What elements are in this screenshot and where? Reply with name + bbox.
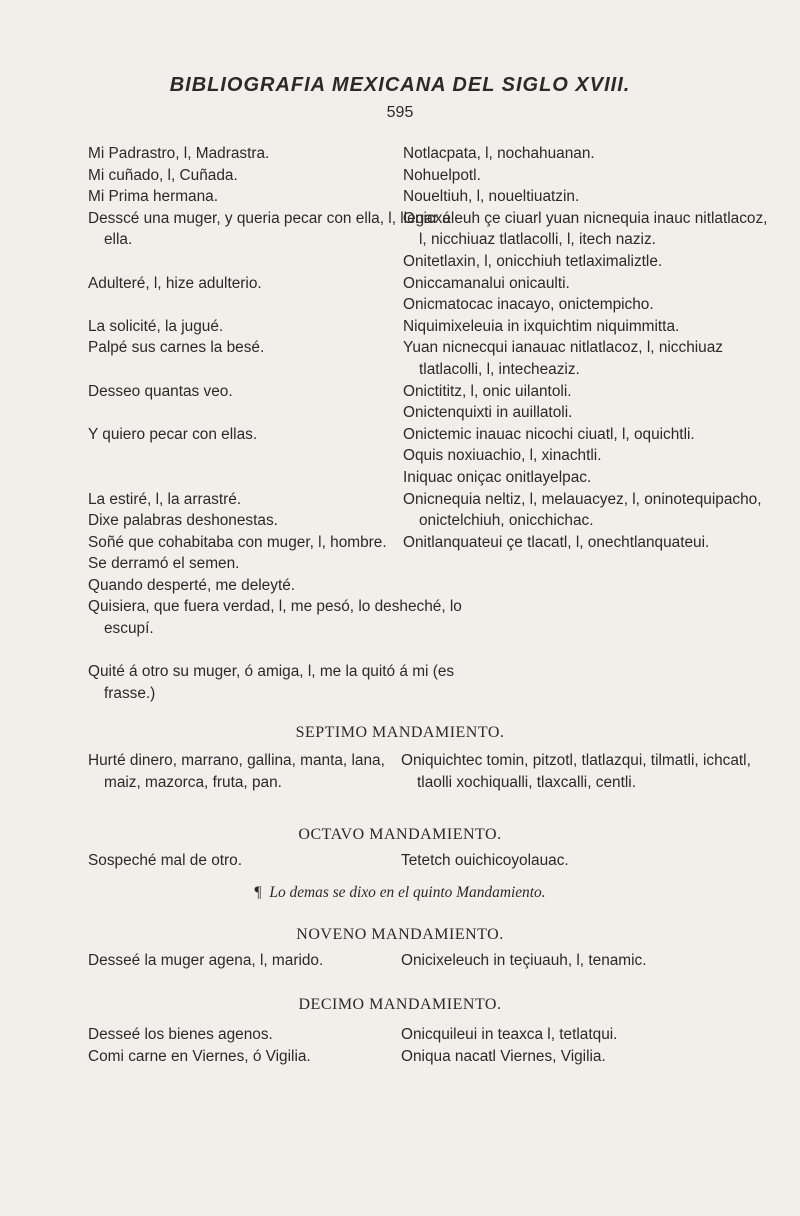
right-entry: Yuan nicnecqui ianauac nitlatlacoz, l, nicchiuaz tlatlacolli, l, intecheaziz. (403, 339, 723, 378)
right-entry: Onicnequia neltiz, l, melauacyez, l, oninotequipacho, onictelchiuh, onicchichac. (403, 490, 762, 530)
left-entry: Se derramó el semen. (88, 555, 240, 573)
right-entry: Niquimixeleuia in ixquichtim niquimmitta. (403, 317, 680, 335)
section-left-line: Desseé los bienes agenos. (88, 1026, 273, 1043)
section-right-text: Oniquichtec tomin, pitzotl, tlatlazqui, tilmatli, ichcatl, tlaolli xochiqualli, tlaxcalli, centli. (401, 752, 751, 791)
left-entry: Adulteré, l, hize adulterio. (88, 274, 262, 292)
right-entry: Noueltiuh, l, noueltiuatzin. (403, 188, 580, 206)
pilcrow-mark: ¶ (254, 884, 262, 901)
section-heading: SEPTIMO MANDAMIENTO. (295, 724, 505, 741)
left-entry: Dixe palabras deshonestas. (88, 512, 278, 530)
section-right-text: Tetetch ouichicoyolauac. (401, 852, 569, 869)
section-heading: OCTAVO MANDAMIENTO. (298, 826, 502, 843)
section-right-line: Onicquileui in teaxca l, tetlatqui. (401, 1026, 618, 1043)
right-column (403, 143, 768, 553)
left-entry: Desseo quantas veo. (88, 382, 233, 400)
right-entry: Onicmatocac inacayo, onictempicho. (403, 296, 654, 314)
section-row (88, 750, 778, 794)
right-entry: Onictititz, l, onic uilantoli. (403, 382, 572, 400)
right-entry: Onitlanquateui çe tlacatl, l, onechtlanquateui. (403, 533, 710, 551)
right-entry: Oniccamanalui onicaulti. (403, 274, 570, 292)
page-number: 595 (386, 104, 414, 121)
section-row (88, 950, 778, 972)
section-left-line: Comi carne en Viernes, ó Vigilia. (88, 1047, 311, 1065)
left-entry: Soñé que cohabitaba con muger, l, hombre. (88, 533, 387, 551)
section-left-text: Sospeché mal de otro. (88, 852, 242, 869)
left-entry: Quando desperté, me deleyté. (88, 576, 296, 594)
section-left-text: Desseé la muger agena, l, marido. (88, 952, 324, 969)
left-entry: La solicité, la jugué. (88, 317, 224, 335)
note-text: Lo demas se dixo en el quinto Mandamiento. (269, 884, 546, 901)
section-heading: NOVENO MANDAMIENTO. (296, 926, 504, 943)
right-entry: Onictenquixti in auillatoli. (403, 404, 573, 422)
section-left-text (88, 1024, 388, 1067)
right-entry: Nohuelpotl. (403, 166, 481, 184)
left-entry: Mi Prima hermana. (88, 188, 219, 206)
left-entry: La estiré, l, la arrastré. (88, 490, 242, 508)
left-entry: Quisiera, que fuera verdad, l, me pesó, lo desheché, lo escupí. (88, 598, 462, 638)
section-right-text: Onicixeleuch in teçiuauh, l, tenamic. (401, 952, 647, 969)
left-entry: Mi cuñado, l, Cuñada. (88, 166, 238, 184)
right-entry: Onictemic inauac nicochi ciuatl, l, oquichtli. (403, 425, 695, 443)
note (0, 884, 800, 902)
left-entry: Mi Padrastro, l, Madrastra. (88, 145, 270, 162)
left-entry: Y quiero pecar con ellas. (88, 425, 258, 443)
section-left-text: Hurté dinero, marrano, gallina, manta, lana, maiz, mazorca, fruta, pan. (88, 752, 385, 791)
section-row (88, 1024, 778, 1068)
right-entry: Onitetlaxin, l, onicchiuh tetlaximaliztle. (403, 252, 663, 270)
right-entry: Oquis noxiuachio, l, xinachtli. (403, 447, 602, 465)
right-entry: Onicxeleuh çe ciuarl yuan nicnequia inauc nitlatlacoz, l, nicchiuaz tlatlacolli, l, itech naziz. (403, 209, 768, 249)
section-row (88, 850, 778, 872)
section-heading: DECIMO MANDAMIENTO. (298, 996, 502, 1013)
running-head: BIBLIOGRAFIA MEXICANA DEL SIGLO XVIII. (169, 74, 631, 96)
left-entry: Quité á otro su muger, ó amiga, l, me la quitó á mi (es frasse.) (88, 663, 455, 702)
section-right-text (401, 1024, 771, 1067)
right-entry: Iniquac oniçac onitlayelpac. (403, 468, 592, 486)
right-entry: Notlacpata, l, nochahuanan. (403, 145, 595, 162)
left-entry: Desscé una muger, y queria pecar con ella, l, llegar á ella. (88, 209, 451, 249)
section-right-line: Oniqua nacatl Viernes, Vigilia. (401, 1047, 606, 1065)
left-entry: Palpé sus carnes la besé. (88, 339, 265, 357)
